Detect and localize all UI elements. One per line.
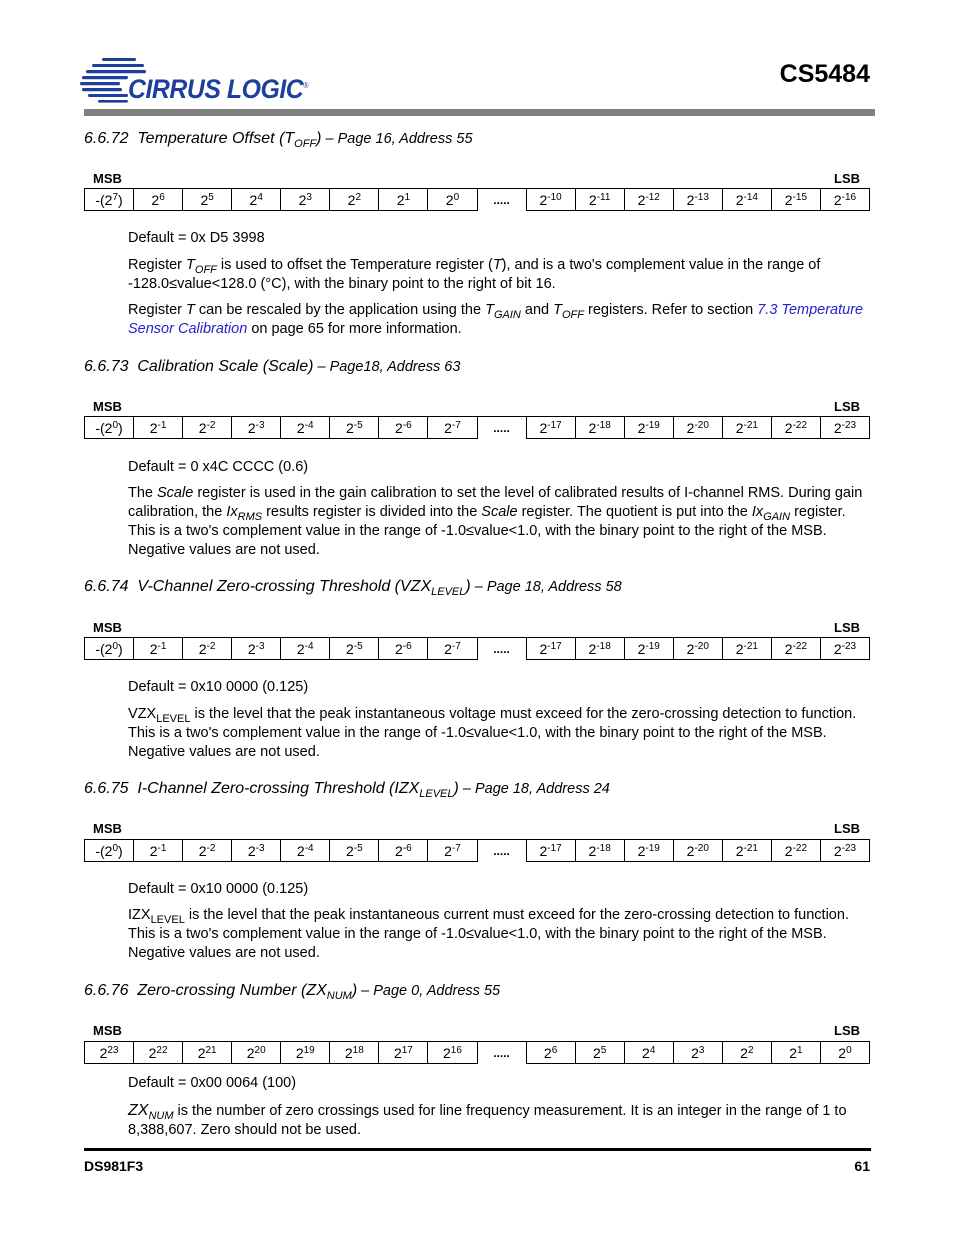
bit-cell: $2^{-14}$ xyxy=(722,189,771,211)
default-value: Default = 0x D5 3998 xyxy=(128,230,265,246)
bit-cell: $2^{-13}$ xyxy=(673,189,722,211)
product-name: CS5484 xyxy=(779,60,870,88)
section-link[interactable]: 7.3 Temperature Sensor Calibration xyxy=(128,302,864,337)
default-value: Default = 0x10 0000 (0.125) xyxy=(128,679,309,695)
bit-cell: $2^{-4}$ xyxy=(281,840,330,862)
description-paragraph: Register $T_{OFF}$ is used to offset the Temperature register (T), and is a two's complement value in the range of -128.0≤value<128.0 (°C), with the binary point to the right of bit 16. xyxy=(128,257,821,292)
bit-ellipsis: ..... xyxy=(477,638,526,660)
bit-cell: $2^5$ xyxy=(575,1042,624,1064)
bit-cell: $2^{-18}$ xyxy=(575,840,624,862)
bit-cell: $2^4$ xyxy=(624,1042,673,1064)
default-value: Default = 0x10 0000 (0.125) xyxy=(128,881,309,897)
bit-cell: $2^{-18}$ xyxy=(575,417,624,439)
bit-cell: $2^{-15}$ xyxy=(771,189,820,211)
bit-cell: $2^{-22}$ xyxy=(771,417,820,439)
bit-cell: $2^{16}$ xyxy=(428,1042,477,1064)
lsb-label: LSB xyxy=(834,620,860,635)
bit-cell: $2^{-11}$ xyxy=(575,189,624,211)
bit-cell: $2^{-7}$ xyxy=(428,840,477,862)
bit-cell: $2^{-21}$ xyxy=(722,638,771,660)
bit-cell: $2^3$ xyxy=(281,189,330,211)
bit-cell: $2^{22}$ xyxy=(134,1042,183,1064)
lsb-label: LSB xyxy=(834,399,860,414)
bit-cell: $2^{-22}$ xyxy=(771,638,820,660)
bit-cell: $2^{-4}$ xyxy=(281,417,330,439)
bit-cell: $2^{-22}$ xyxy=(771,840,820,862)
description-paragraph: $VZX_{LEVEL}$ is the level that the peak instantaneous voltage must exceed for the zero-crossing detection to function. This is a two's complement value in the range of -1.0≤value<1.0, with the binary point to the right of the MSB. Negative values are not used. xyxy=(128,706,857,760)
bit-cell: $2^{-20}$ xyxy=(673,840,722,862)
msb-label: MSB xyxy=(93,620,122,635)
default-value: Default = 0x00 0064 (100) xyxy=(128,1075,297,1091)
bit-cell: $2^{-21}$ xyxy=(722,417,771,439)
bit-cell: $2^{-18}$ xyxy=(575,638,624,660)
bit-cell: $2^{-7}$ xyxy=(428,638,477,660)
bit-ellipsis: ..... xyxy=(477,840,526,862)
bit-ellipsis: ..... xyxy=(477,189,526,211)
bit-cell: $2^{-3}$ xyxy=(232,417,281,439)
bit-cell: $2^2$ xyxy=(330,189,379,211)
bit-cell: $-(2^7)$ xyxy=(85,189,134,211)
bit-cell: $2^{-23}$ xyxy=(820,638,869,660)
bit-cell: $2^4$ xyxy=(232,189,281,211)
description-paragraph: $ZX_{NUM}$ is the number of zero crossings used for line frequency measurement. It is an integer in the range of 1 to 8,388,607. Zero should not be used. xyxy=(128,1102,847,1138)
bit-cell: $2^{-20}$ xyxy=(673,638,722,660)
bit-cell: $2^{21}$ xyxy=(183,1042,232,1064)
bit-cell: $2^{-5}$ xyxy=(330,840,379,862)
bit-cell: $2^{-2}$ xyxy=(183,638,232,660)
bit-cell: $2^{-23}$ xyxy=(820,840,869,862)
bit-cell: $2^{-6}$ xyxy=(379,638,428,660)
section-heading: 6.6.72 Temperature Offset $(T_{OFF})$ – Page 16, Address 55 xyxy=(84,130,473,150)
bit-cell: $2^6$ xyxy=(526,1042,575,1064)
company-wordmark: CIRRUS LOGIC® xyxy=(128,74,309,104)
bit-cell: $2^{-1}$ xyxy=(134,417,183,439)
bit-cell: $2^{-6}$ xyxy=(379,417,428,439)
register-bit-table xyxy=(84,1041,870,1064)
bit-cell: $2^{18}$ xyxy=(330,1042,379,1064)
bit-cell: $2^{-5}$ xyxy=(330,638,379,660)
bit-cell: $2^{-2}$ xyxy=(183,417,232,439)
bit-cell: $2^{-19}$ xyxy=(624,417,673,439)
bit-cell: $2^{-17}$ xyxy=(526,840,575,862)
bit-cell: $2^{-3}$ xyxy=(232,840,281,862)
page-number: 61 xyxy=(854,1158,870,1174)
header-rule xyxy=(84,109,875,116)
document-number: DS981F3 xyxy=(84,1158,144,1174)
bit-cell: $2^3$ xyxy=(673,1042,722,1064)
bit-cell: $2^{-19}$ xyxy=(624,840,673,862)
bit-cell: $2^0$ xyxy=(428,189,477,211)
bit-cell: $2^{19}$ xyxy=(281,1042,330,1064)
section-heading: 6.6.76 Zero-crossing Number $(ZX_{NUM})$ – Page 0, Address 55 xyxy=(84,982,501,1002)
bit-cell: $2^{20}$ xyxy=(232,1042,281,1064)
msb-label: MSB xyxy=(93,399,122,414)
section-heading: 6.6.75 I-Channel Zero-crossing Threshold $(IZX_{LEVEL})$ – Page 18, Address 24 xyxy=(84,780,610,800)
bit-cell: $2^{-20}$ xyxy=(673,417,722,439)
bit-cell: $-(2^0)$ xyxy=(85,638,134,660)
default-value: Default = 0 x4C CCCC (0.6) xyxy=(128,459,309,475)
bit-cell: $2^{-5}$ xyxy=(330,417,379,439)
bit-cell: $2^0$ xyxy=(820,1042,869,1064)
register-bit-table xyxy=(84,839,870,862)
bit-ellipsis: ..... xyxy=(477,417,526,439)
lsb-label: LSB xyxy=(834,1023,860,1038)
bit-cell: $2^{-10}$ xyxy=(526,189,575,211)
bit-cell: $2^6$ xyxy=(134,189,183,211)
bit-cell: $2^{-12}$ xyxy=(624,189,673,211)
bit-cell: $2^{-3}$ xyxy=(232,638,281,660)
description-paragraph: The Scale register is used in the gain calibration to set the level of calibrated results of I-channel RMS. During gain calibration, the $Ix_{RMS}$ results register is divided into the Scale register. The quotient is put into the $Ix_{GAIN}$ register. This is a two's complement value in the range of -1.0≤value<1.0, with the binary point to the right of the MSB. Negative values are not used. xyxy=(128,485,863,558)
bit-cell: $2^{-17}$ xyxy=(526,417,575,439)
bit-cell: $2^{-17}$ xyxy=(526,638,575,660)
register-bit-table xyxy=(84,188,870,211)
bit-cell: $2^{-4}$ xyxy=(281,638,330,660)
bit-cell: $2^{-1}$ xyxy=(134,840,183,862)
bit-cell: $-(2^0)$ xyxy=(85,417,134,439)
bit-cell: $2^{-19}$ xyxy=(624,638,673,660)
bit-cell: $2^{-2}$ xyxy=(183,840,232,862)
bit-cell: $2^{23}$ xyxy=(85,1042,134,1064)
lsb-label: LSB xyxy=(834,821,860,836)
bit-ellipsis: ..... xyxy=(477,1042,526,1064)
bit-cell: $2^{-23}$ xyxy=(820,417,869,439)
section-heading: 6.6.74 V-Channel Zero-crossing Threshold $(VZX_{LEVEL})$ – Page 18, Address 58 xyxy=(84,578,622,598)
section-heading: 6.6.73 Calibration Scale (Scale) – Page18, Address 63 xyxy=(84,358,461,375)
msb-label: MSB xyxy=(93,1023,122,1038)
msb-label: MSB xyxy=(93,171,122,186)
lsb-label: LSB xyxy=(834,171,860,186)
bit-cell: $2^5$ xyxy=(183,189,232,211)
bit-cell: $-(2^0)$ xyxy=(85,840,134,862)
bit-cell: $2^{-6}$ xyxy=(379,840,428,862)
bit-cell: $2^1$ xyxy=(379,189,428,211)
description-paragraph: $IZX_{LEVEL}$ is the level that the peak instantaneous current must exceed for the zero-crossing detection to function. This is a two's complement value in the range of -1.0≤value<1.0, with the binary point to the right of the MSB. Negative values are not used. xyxy=(128,907,849,961)
bit-cell: $2^{-16}$ xyxy=(820,189,869,211)
bit-cell: $2^1$ xyxy=(771,1042,820,1064)
register-bit-table xyxy=(84,637,870,660)
bit-cell: $2^{-21}$ xyxy=(722,840,771,862)
description-paragraph: Register T can be rescaled by the application using the $T_{GAIN}$ and $T_{OFF}$ registers. Refer to section 7.3 Temperature Sensor Calibration on page 65 for more information. xyxy=(128,302,864,337)
bit-cell: $2^{-1}$ xyxy=(134,638,183,660)
bit-cell: $2^{-7}$ xyxy=(428,417,477,439)
bit-cell: $2^2$ xyxy=(722,1042,771,1064)
register-bit-table xyxy=(84,416,870,439)
bit-cell: $2^{17}$ xyxy=(379,1042,428,1064)
footer-rule xyxy=(84,1148,871,1151)
msb-label: MSB xyxy=(93,821,122,836)
